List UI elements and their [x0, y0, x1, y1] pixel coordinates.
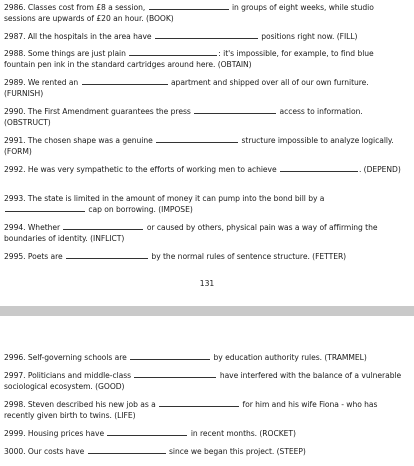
exercise-text-before: 2991. The chosen shape was a genuine	[4, 136, 153, 145]
answer-blank	[155, 31, 258, 39]
exercise-2993	[4, 193, 404, 215]
answer-blank	[88, 446, 166, 454]
exercise-text-before: 2995. Poets are	[4, 252, 63, 261]
answer-blank	[280, 164, 358, 172]
exercise-text-after: by education authority rules. (TRAMMEL)	[213, 353, 367, 362]
answer-blank	[107, 428, 187, 436]
exercise-text-before: 2997. Politicians and middle-class	[4, 371, 132, 380]
exercise-text-before: 2989. We rented an	[4, 78, 79, 87]
exercise-text-before: 2990. The First Amendment guarantees the press	[4, 107, 191, 116]
exercise-text-before: 2993. The state is limited in the amount of money it can pump into the bond bill by a	[4, 194, 325, 203]
answer-blank	[129, 48, 217, 56]
answer-blank	[82, 77, 168, 85]
exercise-2999	[4, 428, 404, 439]
exercise-2986	[4, 2, 404, 24]
exercise-text-after: cap on borrowing. (IMPOSE)	[88, 205, 193, 214]
exercise-2990	[4, 106, 404, 128]
exercise-text-before: 2994. Whether	[4, 223, 61, 232]
answer-blank	[156, 135, 238, 143]
exercise-text-before: 2986. Classes cost from £8 a session,	[4, 3, 146, 12]
exercise-text-before: 2992. He was very sympathetic to the efforts of working men to achieve	[4, 165, 277, 174]
exercise-text-after: positions right now. (FILL)	[261, 32, 358, 41]
exercise-2991	[4, 135, 404, 157]
exercise-2995	[4, 251, 404, 262]
answer-blank	[5, 204, 85, 212]
answer-blank	[149, 2, 229, 10]
worksheet-page-next	[0, 316, 414, 466]
exercise-text-before: 3000. Our costs have	[4, 447, 85, 456]
answer-blank	[159, 399, 239, 407]
answer-blank	[130, 352, 210, 360]
exercise-2987	[4, 31, 404, 42]
exercise-2992	[4, 164, 404, 175]
exercise-text-after: for him and his wife Fiona - who has recently given birth to twins. (LIFE)	[4, 400, 378, 420]
exercise-text-before: 2988. Some things are just plain	[4, 49, 126, 58]
exercise-text-before: 2999. Housing prices have	[4, 429, 105, 438]
answer-blank	[134, 370, 216, 378]
exercise-text-before: 2998. Steven described his new job as a	[4, 400, 156, 409]
exercise-text-after: since we began this project. (STEEP)	[169, 447, 306, 456]
exercise-text-after: : it's impossible, for example, to find blue fountain pen ink in the standard cartridges around here. (OBTAIN)	[4, 49, 374, 69]
exercise-2989	[4, 77, 404, 99]
answer-blank	[63, 222, 143, 230]
answer-blank	[194, 106, 276, 114]
exercise-text-after: in groups of eight weeks, while studio sessions are upwards of £20 an hour. (BOOK)	[4, 3, 374, 23]
exercise-2997	[4, 370, 404, 392]
answer-blank	[66, 251, 148, 259]
page-number: 131	[199, 279, 215, 288]
exercise-text-before: 2996. Self-governing schools are	[4, 353, 127, 362]
exercise-text-after: or caused by others, physical pain was a way of affirming the boundaries of identity. (INFLICT)	[4, 223, 378, 243]
exercise-text-after: access to information. (OBSTRUCT)	[4, 107, 363, 127]
exercise-text-after: by the normal rules of sentence structure. (FETTER)	[151, 252, 347, 261]
exercise-text-after: structure impossible to analyze logically. (FORM)	[4, 136, 394, 156]
exercise-2988	[4, 48, 404, 70]
exercise-2998	[4, 399, 404, 421]
exercise-text-after: apartment and shipped over all of our own furniture. (FURNISH)	[4, 78, 369, 98]
exercise-text-before: 2987. All the hospitals in the area have	[4, 32, 152, 41]
exercise-text-after: . (DEPEND)	[358, 165, 401, 174]
exercise-2996	[4, 352, 404, 363]
exercise-3000	[4, 446, 404, 457]
exercise-2994	[4, 222, 404, 244]
exercise-text-after: in recent months. (ROCKET)	[190, 429, 296, 438]
exercise-text-after: have interfered with the balance of a vulnerable sociological ecosystem. (GOOD)	[4, 371, 402, 391]
